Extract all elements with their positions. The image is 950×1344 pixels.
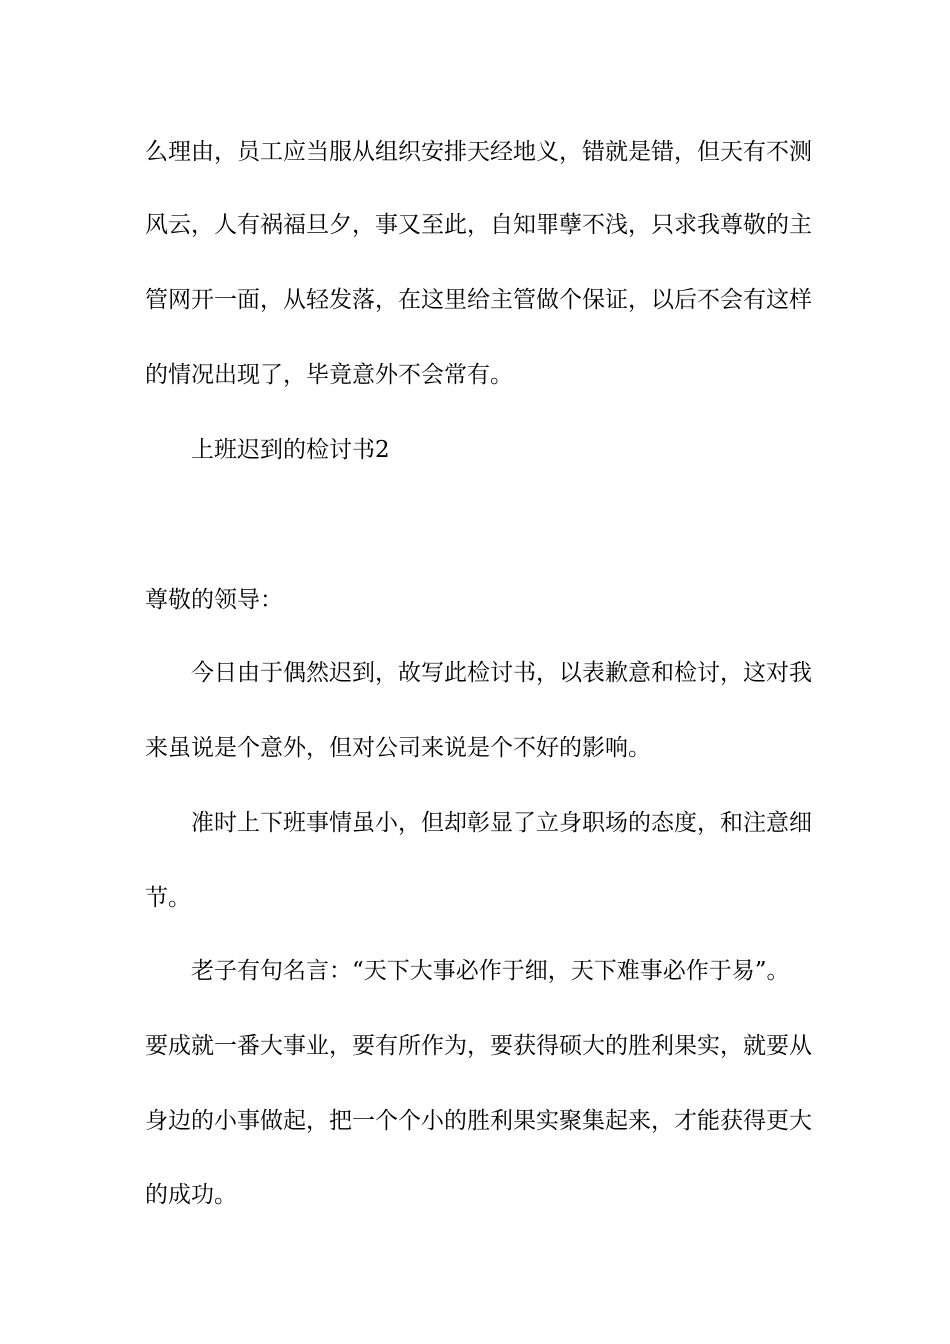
paragraph-line: 节。 (145, 885, 191, 911)
paragraph-line: 身边的小事做起，把一个个小的胜利果实聚集起来，才能获得更大 (145, 1108, 812, 1134)
paragraph-line: 老子有句名言：“天下大事必作于细，天下难事必作于易”。 (191, 958, 790, 984)
paragraph-line: 的情况出现了，毕竟意外不会常有。 (145, 362, 513, 388)
paragraph-line: 来虽说是个意外，但对公司来说是个不好的影响。 (145, 735, 651, 761)
paragraph-line: 准时上下班事情虽小，但却彰显了立身职场的态度，和注意细 (191, 810, 812, 836)
paragraph-line: 的成功。 (145, 1182, 237, 1208)
paragraph-line: 风云，人有祸福旦夕，事又至此，自知罪孽不浅，只求我尊敬的主 (145, 212, 812, 238)
section-title: 上班迟到的检讨书2 (191, 437, 390, 463)
salutation: 尊敬的领导： (145, 587, 283, 613)
paragraph-line: 管网开一面，从轻发落，在这里给主管做个保证，以后不会有这样 (145, 287, 812, 313)
paragraph-line: 么理由，员工应当服从组织安排天经地义，错就是错，但天有不测 (145, 139, 812, 165)
paragraph-line: 要成就一番大事业，要有所作为，要获得硕大的胜利果实，就要从 (145, 1033, 812, 1059)
paragraph-line: 今日由于偶然迟到，故写此检讨书，以表歉意和检讨，这对我 (191, 660, 812, 686)
